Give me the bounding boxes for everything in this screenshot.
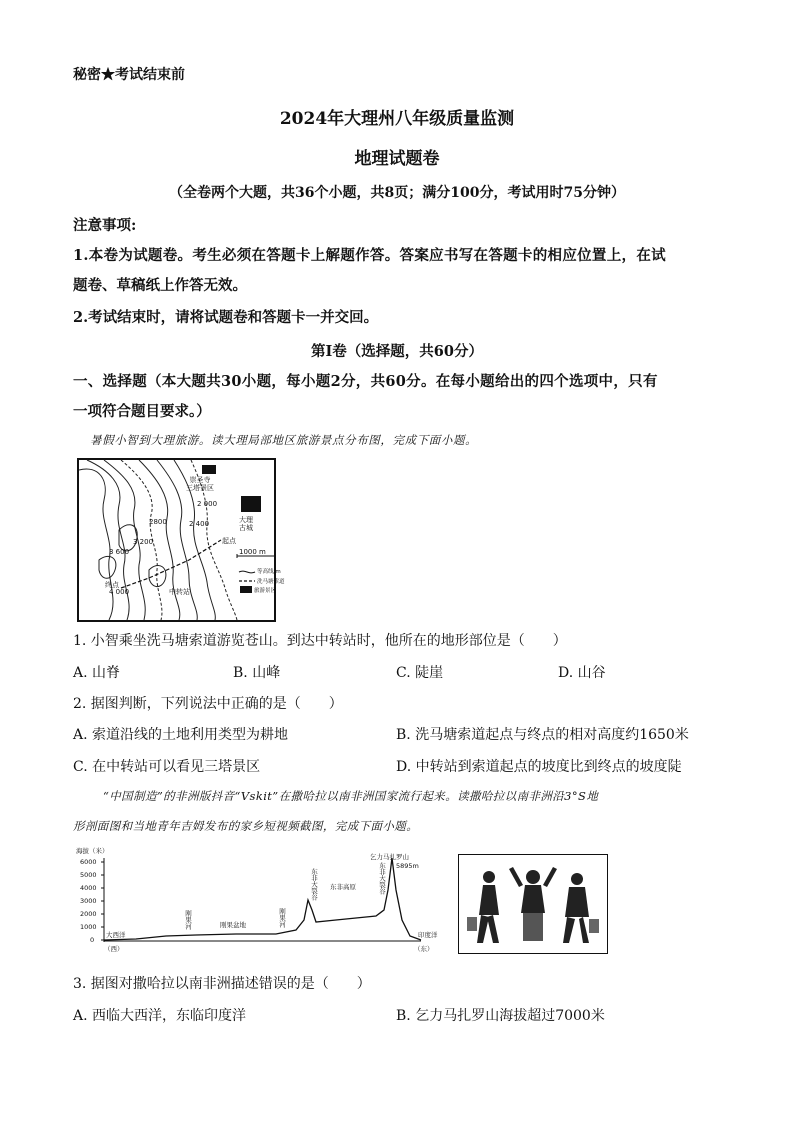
terrain-profile-figure — [76, 847, 444, 958]
page-title: 2024年大理州八年级质量监测 — [279, 109, 515, 129]
sansi-scenic-block — [202, 465, 216, 474]
q2-stem: 2. 据图判断，下列说法中正确的是（ ） — [73, 696, 343, 712]
group2-intro-line-2: 形剖面图和当地青年吉姆发布的家乡短视频截图，完成下面小题。 — [73, 819, 419, 833]
q1-option-a[interactable]: A. 山脊 — [73, 665, 121, 681]
label-scale: 1000 m — [239, 548, 266, 556]
q3-option-a[interactable]: A. 西临大西洋，东临印度洋 — [73, 1008, 247, 1024]
cableway-line — [121, 540, 221, 588]
label-rift-east: 东非大裂谷 — [378, 862, 386, 895]
label-atlantic: 大西洋 — [106, 931, 126, 939]
q3-option-b[interactable]: B. 乞力马扎罗山海拔超过7000米 — [396, 1008, 605, 1024]
q3-stem: 3. 据图对撒哈拉以南非洲描述错误的是（ ） — [73, 976, 371, 992]
ytick-6000: 6000 — [80, 858, 97, 866]
label-start: 起点 — [222, 537, 236, 545]
section-heading-line-1: 一、选择题（本大题共30小题，每小题2分，共60分。在每小题给出的四个选项中，只有 — [73, 373, 658, 390]
label-indian: 印度洋 — [418, 931, 438, 939]
label-c2000: 2 000 — [197, 500, 218, 508]
scenic-map-figure — [77, 458, 285, 622]
label-rift-west: 东非大裂谷 — [310, 868, 318, 901]
label-east: （东） — [414, 945, 434, 953]
notice-heading: 注意事项: — [73, 217, 137, 234]
part1-heading: 第Ⅰ卷（选择题，共60分） — [311, 343, 483, 360]
label-c2800: 2800 — [149, 518, 167, 526]
label-congo-basin: 刚果盆地 — [220, 921, 246, 929]
label-congo-river-1: 刚果河 — [184, 910, 192, 930]
legend-contour-label: 等高线/m — [257, 569, 281, 575]
label-c2400: 2 400 — [189, 520, 210, 528]
q2-option-a[interactable]: A. 索道沿线的土地利用类型为耕地 — [73, 727, 289, 743]
label-c3200: 3 200 — [133, 538, 154, 546]
label-dali: 大理 古城 — [239, 516, 253, 532]
terrain-profile-chart — [76, 850, 444, 958]
profile-ylabel: 海拔（米） — [76, 847, 109, 855]
legend-scenic-label: 旅游景区 — [254, 588, 277, 594]
label-west: （西） — [104, 945, 124, 953]
exam-info: （全卷两个大题，共36个小题，共8页；满分100分，考试用时75分钟） — [169, 185, 625, 201]
label-end: 终点 — [105, 581, 119, 589]
label-plateau: 东非高原 — [330, 883, 356, 891]
label-congo-river-2: 刚果河 — [278, 908, 286, 928]
ytick-0: 0 — [90, 936, 95, 944]
q1-option-c[interactable]: C. 陡崖 — [396, 665, 444, 681]
q1-option-d[interactable]: D. 山谷 — [558, 665, 606, 681]
q2-option-b[interactable]: B. 洗马塘索道起点与终点的相对高度约1650米 — [396, 727, 689, 743]
section-heading-line-2: 一项符合题目要求。） — [73, 403, 211, 420]
notice-item-1-line-1: 1.本卷为试题卷。考生必须在答题卡上解题作答。答案应书写在答题卡的相应位置上，在试 — [73, 247, 666, 264]
terrain-profile-line — [104, 858, 421, 940]
label-c4000: 4 000 — [109, 588, 130, 596]
ytick-3000: 3000 — [80, 897, 97, 905]
label-kilimanjaro: 乞力马扎罗山 — [370, 853, 409, 861]
q1-stem: 1. 小智乘坐洗马塘索道游览苍山。到达中转站时，他所在的地形部位是（ ） — [73, 633, 567, 649]
notice-item-1-line-2: 题卷、草稿纸上作答无效。 — [73, 277, 247, 294]
ytick-5000: 5000 — [80, 871, 97, 879]
ytick-1000: 1000 — [80, 923, 97, 931]
group2-intro-line-1: “中国制造”的非洲版抖音“Vskit”在撒哈拉以南非洲国家流行起来。读撒哈拉以南非洲沿3°S地 — [103, 789, 599, 803]
ytick-2000: 2000 — [80, 910, 97, 918]
label-sansi: 崇圣寺 三塔景区 — [186, 476, 214, 492]
dali-scenic-block — [241, 496, 261, 512]
ytick-4000: 4000 — [80, 884, 97, 892]
q1-option-b[interactable]: B. 山峰 — [233, 665, 281, 681]
label-kilimanjaro-height: 5895m — [396, 862, 419, 870]
legend-scenic-symbol — [240, 586, 252, 593]
q2-option-c[interactable]: C. 在中转站可以看见三塔景区 — [73, 759, 261, 775]
notice-item-2: 2.考试结束时，请将试题卷和答题卡一并交回。 — [73, 309, 379, 326]
q2-option-d[interactable]: D. 中转站到索道起点的坡度比到终点的坡度陡 — [396, 759, 682, 775]
legend-contour-symbol — [239, 571, 255, 573]
legend-cable-label: 洗马塘索道 — [257, 579, 285, 585]
label-mid: 中转站 — [169, 588, 190, 596]
dancers-illustration — [459, 855, 607, 953]
page-subtitle: 地理试题卷 — [354, 149, 440, 169]
group1-intro: 暑假小智到大理旅游。读大理局部地区旅游景点分布图，完成下面小题。 — [90, 433, 478, 447]
video-screenshot-image — [458, 854, 608, 954]
secret-label: 秘密★考试结束前 — [73, 67, 185, 83]
label-c3600: 3 600 — [109, 548, 130, 556]
